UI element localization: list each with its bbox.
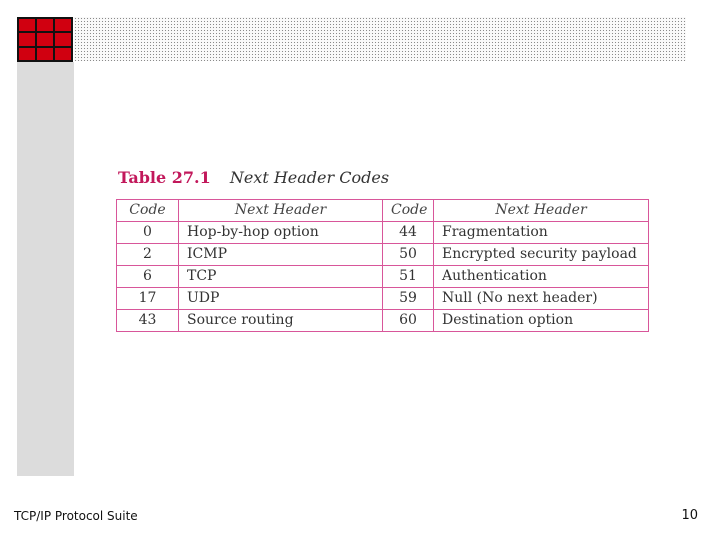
- table-header-row: [117, 200, 649, 222]
- code-cell: 43: [117, 310, 179, 332]
- code-cell: 6: [117, 266, 179, 288]
- logo-cell: [55, 33, 71, 45]
- column-header: Next Header: [179, 200, 383, 222]
- header-name-cell: ICMP: [179, 244, 383, 266]
- code-cell: 60: [383, 310, 434, 332]
- column-header: Next Header: [434, 200, 649, 222]
- code-cell: 59: [383, 288, 434, 310]
- table-number: Table 27.1: [118, 168, 211, 187]
- table-title: Next Header Codes: [229, 168, 390, 187]
- table-row: [117, 266, 649, 288]
- table-row: [117, 222, 649, 244]
- code-cell: 0: [117, 222, 179, 244]
- header-name-cell: Destination option: [434, 310, 649, 332]
- logo-cell: [37, 33, 53, 45]
- code-cell: 51: [383, 266, 434, 288]
- logo-grid-icon: [17, 17, 73, 62]
- code-cell: 44: [383, 222, 434, 244]
- code-cell: 17: [117, 288, 179, 310]
- code-cell: 50: [383, 244, 434, 266]
- logo-cell: [37, 19, 53, 31]
- logo-cell: [37, 48, 53, 60]
- header-name-cell: Null (No next header): [434, 288, 649, 310]
- header-name-cell: Hop-by-hop option: [179, 222, 383, 244]
- logo-cell: [55, 19, 71, 31]
- table-row: [117, 310, 649, 332]
- footer-title: TCP/IP Protocol Suite: [14, 509, 138, 523]
- header-name-cell: Encrypted security payload: [434, 244, 649, 266]
- logo-cell: [55, 48, 71, 60]
- header-name-cell: Authentication: [434, 266, 649, 288]
- table-row: [117, 288, 649, 310]
- code-cell: 2: [117, 244, 179, 266]
- logo-cell: [19, 19, 35, 31]
- logo-cell: [19, 33, 35, 45]
- table-caption: [118, 168, 389, 190]
- header-name-cell: UDP: [179, 288, 383, 310]
- header-name-cell: TCP: [179, 266, 383, 288]
- page-number: 10: [681, 508, 698, 523]
- logo-cell: [19, 48, 35, 60]
- left-sidebar-bar: [17, 62, 74, 476]
- next-header-codes-table: [116, 199, 649, 332]
- table-row: [117, 244, 649, 266]
- column-header: Code: [383, 200, 434, 222]
- column-header: Code: [117, 200, 179, 222]
- header-name-cell: Source routing: [179, 310, 383, 332]
- header-dotted-band: [74, 17, 686, 61]
- header-name-cell: Fragmentation: [434, 222, 649, 244]
